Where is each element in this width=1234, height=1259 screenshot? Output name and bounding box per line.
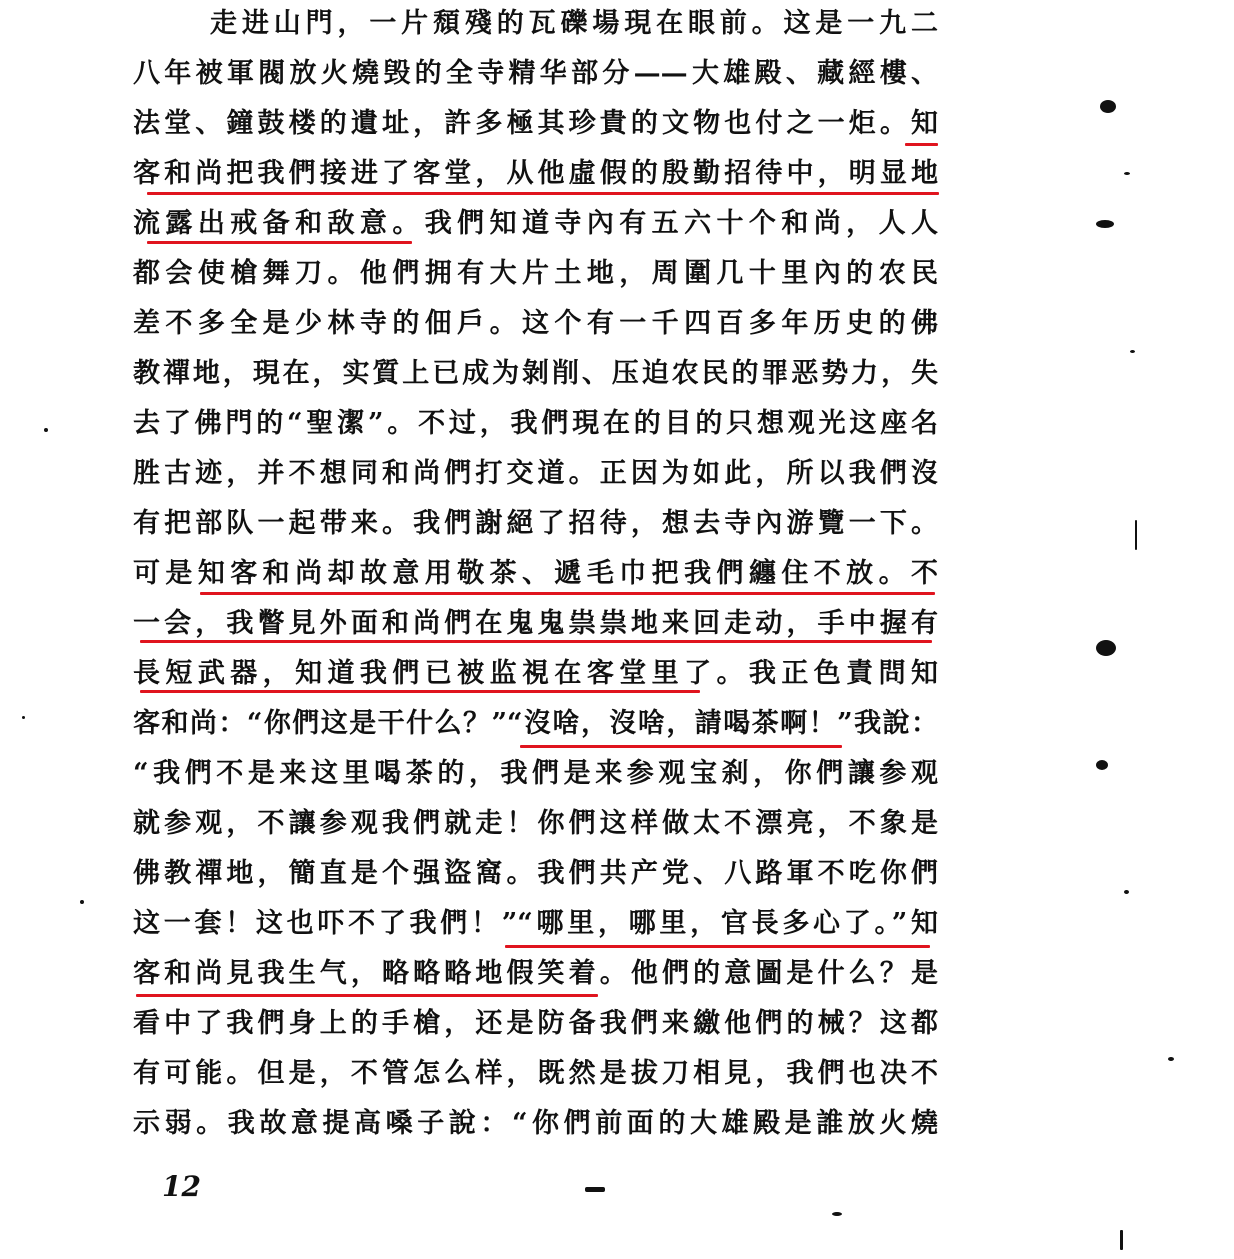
text-line: 法堂、鐘鼓楼的遺址，許多極其珍貴的文物也付之一炬。知	[133, 108, 938, 139]
red-underline	[905, 143, 938, 146]
text-line: “我們不是来这里喝茶的，我們是来参观宝刹，你們讓参观	[133, 758, 938, 789]
text-line: 客和尚：“你們这是干什么？”“沒啥，沒啥，請喝茶啊！”我說：	[133, 708, 938, 739]
text-line: 这一套！这也吓不了我們！”“哪里，哪里，官長多心了。”知	[133, 908, 938, 939]
text-line: 胜古迹，并不想同和尚們打交道。正因为如此，所以我們沒	[133, 458, 938, 489]
scan-speck	[1120, 1230, 1123, 1250]
scan-speck	[1135, 520, 1137, 550]
text-line: 都会使槍舞刀。他們拥有大片土地，周圍几十里內的农民	[133, 258, 938, 289]
red-underline	[200, 592, 935, 595]
text-line: 一会，我瞥見外面和尚們在鬼鬼祟祟地来回走动，手中握有	[133, 608, 938, 639]
text-line: 去了佛門的“聖潔”。不过，我們現在的目的只想观光这座名	[133, 408, 938, 439]
scan-speck	[1096, 760, 1108, 770]
text-line: 走进山門，一片頹殘的瓦礫場現在眼前。这是一九二	[210, 8, 938, 39]
scan-speck	[832, 1212, 842, 1216]
red-underline	[520, 745, 842, 748]
scan-speck	[585, 1187, 605, 1192]
scan-speck	[1124, 890, 1129, 894]
text-line: 看中了我們身上的手槍，还是防备我們来繳他們的械？这都	[133, 1008, 938, 1039]
red-underline	[147, 241, 412, 244]
scan-speck	[1168, 1057, 1174, 1061]
text-line: 客和尚把我們接进了客堂，从他虛假的殷勤招待中，明显地	[133, 158, 938, 189]
text-line: 有可能。但是，不管怎么样，既然是拔刀相見，我們也决不	[133, 1058, 938, 1089]
text-line: 佛教禪地，簡直是个强盜窩。我們共产党、八路軍不吃你們	[133, 858, 938, 889]
text-line: 長短武器，知道我們已被监視在客堂里了。我正色責問知	[133, 658, 938, 689]
scan-speck	[1096, 220, 1114, 228]
text-line: 八年被軍閥放火燒毁的全寺精华部分——大雄殿、藏經樓、	[133, 58, 938, 89]
text-line: 差不多全是少林寺的佃戶。这个有一千四百多年历史的佛	[133, 308, 938, 339]
text-line: 有把部队一起带来。我們謝絕了招待，想去寺內游覽一下。	[133, 508, 938, 539]
text-line: 可是知客和尚却故意用敬茶、遞毛巾把我們纏住不放。不	[133, 558, 938, 589]
text-line: 教禪地，現在，实質上已成为剝削、压迫农民的罪恶势力，失	[133, 358, 938, 389]
red-underline	[147, 192, 939, 195]
text-line: 就参观，不讓参观我們就走！你們这样做太不漂亮，不象是	[133, 808, 938, 839]
scan-speck	[80, 900, 84, 904]
page-number: 12	[162, 1170, 201, 1203]
red-underline	[505, 945, 930, 948]
scan-speck	[1130, 350, 1135, 353]
scan-speck	[44, 428, 48, 432]
text-line: 示弱。我故意提高嗓子說：“你們前面的大雄殿是誰放火燒	[133, 1108, 938, 1139]
red-underline	[136, 994, 598, 997]
scan-speck	[1100, 100, 1116, 113]
scan-speck	[22, 716, 25, 719]
scan-speck	[1124, 172, 1130, 175]
scan-speck	[1096, 640, 1116, 656]
text-line: 流露出戒备和敌意。我們知道寺內有五六十个和尚，人人	[133, 208, 938, 239]
red-underline	[140, 690, 700, 693]
red-underline	[140, 640, 932, 643]
text-line: 客和尚見我生气，略略略地假笑着。他們的意圖是什么？是	[133, 958, 938, 989]
